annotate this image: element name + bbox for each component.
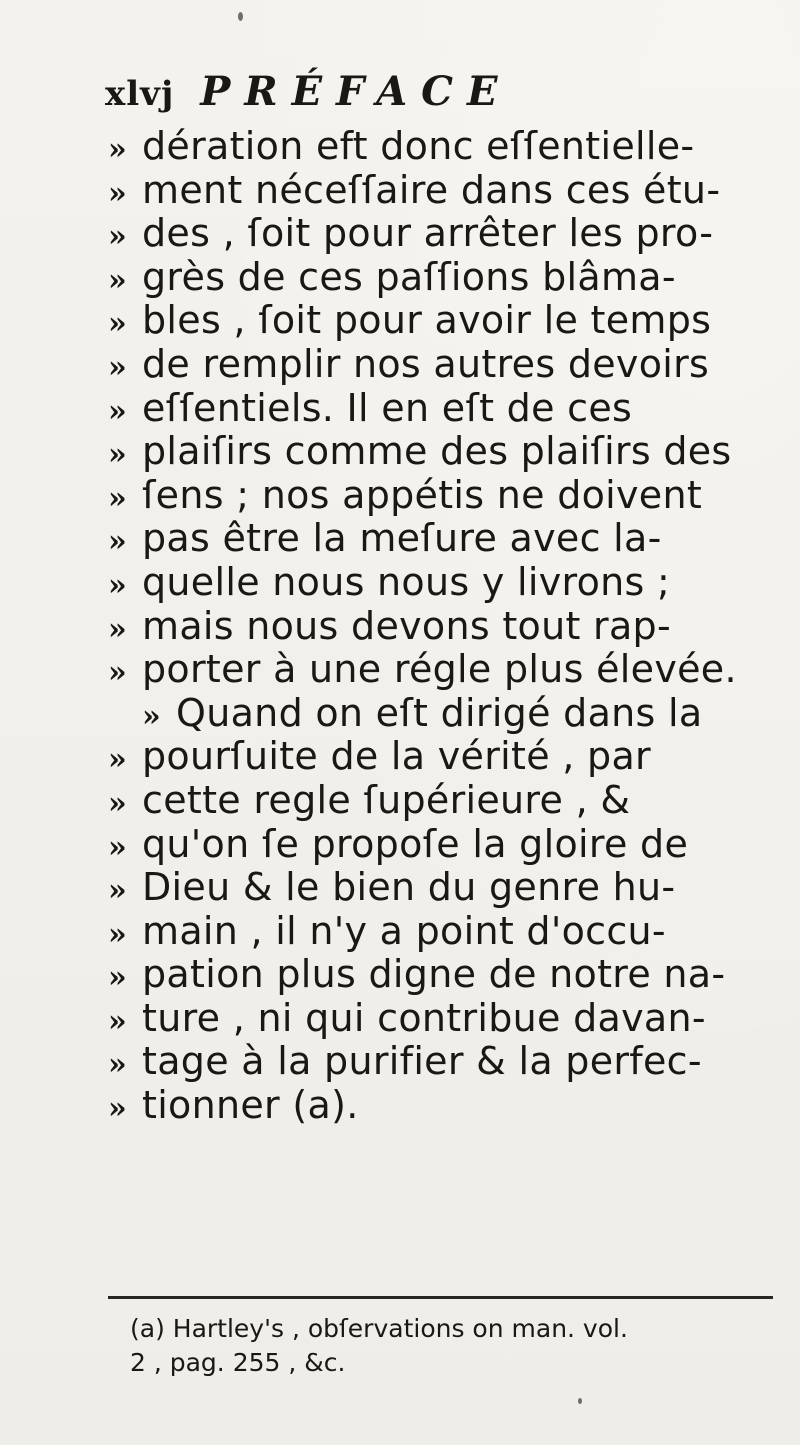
quote-mark: » [108, 785, 128, 821]
footnote-line: (a) Hartley's , obſervations on man. vol. [130, 1314, 628, 1343]
quote-mark: » [108, 567, 128, 603]
quote-mark: » [108, 175, 128, 211]
text-line [108, 169, 788, 213]
line-text: plaiſirs comme des plaiſirs des [142, 429, 732, 474]
line-text: dération eft donc eſſentielle- [142, 124, 695, 168]
line-text: pas être la meſure avec la- [142, 516, 662, 561]
text-line [108, 866, 788, 910]
text-line [108, 387, 788, 431]
quote-mark: » [108, 306, 128, 342]
text-line [108, 125, 788, 169]
line-text: grès de ces paſſions blâma- [142, 254, 676, 299]
text-line [108, 779, 788, 823]
line-text: qu'on ſe propoſe la gloire de [142, 821, 689, 866]
text-line [108, 910, 788, 954]
line-text: quelle nous nous y livrons ; [142, 559, 671, 604]
quote-mark: » [108, 611, 128, 647]
text-line [108, 343, 788, 387]
text-line [108, 953, 788, 997]
page-header [105, 68, 745, 128]
quote-mark: » [108, 742, 128, 778]
line-text: tionner (a). [142, 1083, 359, 1128]
line-text: de remplir nos autres devoirs [142, 341, 710, 386]
quote-mark: » [108, 393, 128, 429]
line-text: des , ſoit pour arrêter les pro- [142, 211, 714, 256]
line-text: pation plus digne de notre na- [142, 952, 726, 997]
text-line [108, 1084, 788, 1128]
quote-mark: » [108, 829, 128, 865]
text-line [108, 648, 788, 692]
text-line [108, 430, 788, 474]
text-line [108, 561, 788, 605]
line-text: ment néceſſaire dans ces étu- [142, 167, 721, 212]
quote-mark: » [108, 960, 128, 996]
text-line [108, 605, 788, 649]
text-line [108, 823, 788, 867]
line-text: mais nous devons tout rap- [142, 603, 671, 648]
quote-mark: » [108, 437, 128, 473]
quote-mark: » [108, 1003, 128, 1039]
line-text: Dieu & le bien du genre hu- [142, 865, 676, 910]
line-text: eſſentiels. Il en eſt de ces [142, 385, 633, 430]
quote-mark: » [108, 524, 128, 560]
quote-mark: » [108, 916, 128, 952]
running-title: PRÉFACE [200, 68, 512, 115]
line-text: ſens ; nos appétis ne doivent [142, 472, 703, 517]
text-line [108, 692, 788, 736]
line-text: pourſuite de la vérité , par [142, 734, 651, 779]
footnote [130, 1312, 780, 1380]
text-line [108, 299, 788, 343]
quote-mark: » [108, 219, 128, 255]
quote-mark: » [108, 132, 128, 167]
text-line [108, 212, 788, 256]
line-text: tage à la purifier & la perfec- [142, 1039, 702, 1084]
footnote-line: 2 , pag. 255 , &c. [130, 1348, 346, 1377]
quote-mark: » [142, 698, 162, 734]
quote-mark: » [108, 655, 128, 691]
line-text: main , il n'y a point d'occu- [142, 908, 666, 953]
line-text: porter à une régle plus élevée. [142, 647, 737, 692]
footnote-rule [108, 1296, 773, 1299]
quote-mark: » [108, 1091, 128, 1127]
text-line [108, 1040, 788, 1084]
line-text: bles , ſoit pour avoir le temps [142, 298, 712, 343]
line-text: cette regle ſupérieure , & [142, 777, 631, 822]
line-text: ture , ni qui contribue davan- [142, 995, 706, 1040]
page-number: xlvj [105, 74, 175, 114]
quote-mark: » [108, 480, 128, 516]
text-line [108, 735, 788, 779]
ink-speck [238, 12, 243, 21]
text-line [108, 517, 788, 561]
text-line [108, 256, 788, 300]
quote-mark: » [108, 1047, 128, 1083]
body-text [108, 125, 788, 1128]
ink-speck [578, 1398, 582, 1404]
quote-mark: » [108, 873, 128, 909]
quote-mark: » [108, 349, 128, 385]
quote-mark: » [108, 262, 128, 298]
text-line [108, 997, 788, 1041]
line-text: Quand on eſt dirigé dans la [176, 690, 703, 735]
text-line [108, 474, 788, 518]
